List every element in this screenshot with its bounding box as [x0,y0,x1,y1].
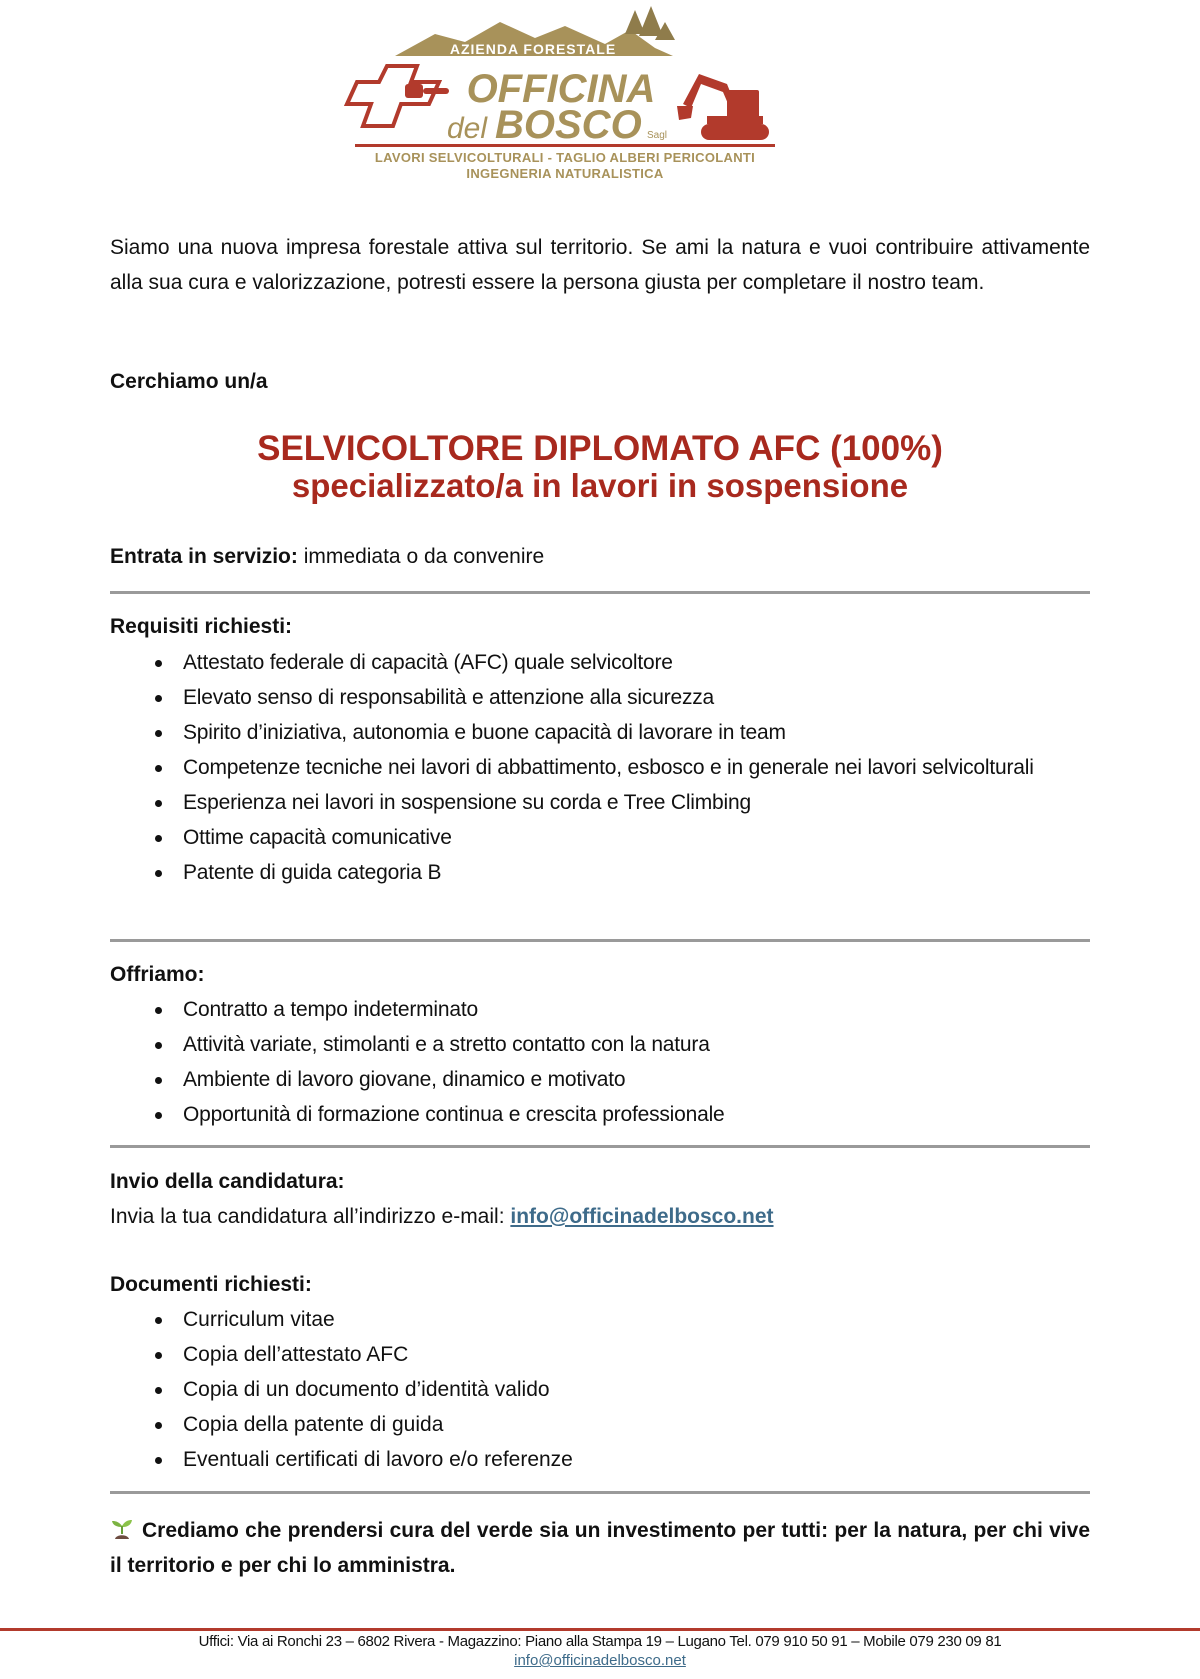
bullet-icon [155,1077,162,1084]
closing-text: Crediamo che prendersi cura del verde sia un investimento per tutti: per la natura, per chi vive il territorio e per chi lo amministra. [110,1519,1090,1577]
bullet-icon [155,1422,162,1429]
list-item: Eventuali certificati di lavoro e/o referenze [110,1442,1090,1477]
list-item: Attestato federale di capacità (AFC) quale selvicoltore [110,645,1090,680]
bullet-icon [155,730,162,737]
list-item: Patente di guida categoria B [110,855,1090,890]
bullet-icon [155,800,162,807]
chainsaw-shape [405,84,449,98]
application-email-link[interactable]: info@officinadelbosco.net [510,1205,774,1228]
divider [110,591,1090,594]
start-label: Entrata in servizio: [110,545,298,568]
list-item: Copia di un documento d’identità valido [110,1372,1090,1407]
list-item: Curriculum vitae [110,1302,1090,1337]
job-title-line1: SELVICOLTORE DIPLOMATO AFC (100%) [257,429,943,468]
bullet-icon [155,1007,162,1014]
footer-divider [0,1628,1200,1631]
documents-heading: Documenti richiesti: [110,1273,312,1296]
logo-name-line1: OFFICINA [466,67,656,111]
bullet-icon [155,1112,162,1119]
application-text: Invia la tua candidatura all’indirizzo e-mail: info@officinadelbosco.net [110,1205,774,1228]
cross-shape [347,66,439,126]
footer-email-link[interactable]: info@officinadelbosco.net [514,1652,686,1669]
list-item: Ottime capacità comunicative [110,820,1090,855]
application-heading: Invio della candidatura: [110,1170,345,1193]
requirements-list [110,645,1090,890]
logo-tagline2: INGEGNERIA NATURALISTICA [466,166,664,181]
list-item: Opportunità di formazione continua e crescita professionale [110,1097,1090,1132]
bullet-icon [155,835,162,842]
list-item: Contratto a tempo indeterminato [110,992,1090,1027]
footer [0,1632,1200,1670]
logo-tagline1: LAVORI SELVICOLTURALI - TAGLIO ALBERI PERICOLANTI [374,150,756,165]
seedling-icon [110,1516,134,1538]
logo-suffix: Sagl [647,130,668,141]
excavator-shape [677,74,769,140]
list-item: Esperienza nei lavori in sospensione su corda e Tree Climbing [110,785,1090,820]
company-logo [355,4,795,182]
bullet-icon [155,1457,162,1464]
logo-name-line2: BOSCO [495,103,642,147]
offer-list [110,992,1090,1132]
requirements-heading: Requisiti richiesti: [110,615,293,638]
logo-name-del: del [447,112,488,145]
divider [110,1491,1090,1494]
logo-top-text: AZIENDA FORESTALE [449,41,617,57]
job-title [110,430,1090,504]
intro-paragraph: Siamo una nuova impresa forestale attiva sul territorio. Se ami la natura e vuoi contribuire attivamente alla sua cura e valorizzazione, potresti essere la persona giusta per completare il nostro team. [110,236,1090,294]
divider [110,1145,1090,1148]
divider [110,939,1090,942]
closing-statement [110,1513,1090,1583]
start-date [110,545,544,569]
bullet-icon [155,1317,162,1324]
bullet-icon [155,765,162,772]
list-item: Spirito d’iniziativa, autonomia e buone capacità di lavorare in team [110,715,1090,750]
list-item: Attività variate, stimolanti e a stretto contatto con la natura [110,1027,1090,1062]
bullet-icon [155,1352,162,1359]
list-item: Elevato senso di responsabilità e attenzione alla sicurezza [110,680,1090,715]
bullet-icon [155,1042,162,1049]
bullet-icon [155,1387,162,1394]
bullet-icon [155,870,162,877]
list-item: Copia dell’attestato AFC [110,1337,1090,1372]
list-item: Copia della patente di guida [110,1407,1090,1442]
offer-heading: Offriamo: [110,963,205,986]
list-item: Ambiente di lavoro giovane, dinamico e motivato [110,1062,1090,1097]
footer-address: Uffici: Via ai Ronchi 23 – 6802 Rivera - Magazzino: Piano alla Stampa 19 – Lugano Tel. 079 910 50 91 – Mobile 079 230 09 81 [198,1633,1002,1650]
bullet-icon [155,660,162,667]
start-value: immediata o da convenire [303,545,545,568]
job-title-line2: specializzato/a in lavori in sospensione [291,467,909,504]
documents-list [110,1302,1090,1477]
lead-text: Cerchiamo un/a [110,370,268,393]
bullet-icon [155,695,162,702]
list-item: Competenze tecniche nei lavori di abbattimento, esbosco e in generale nei lavori selvicolturali [110,750,1090,785]
